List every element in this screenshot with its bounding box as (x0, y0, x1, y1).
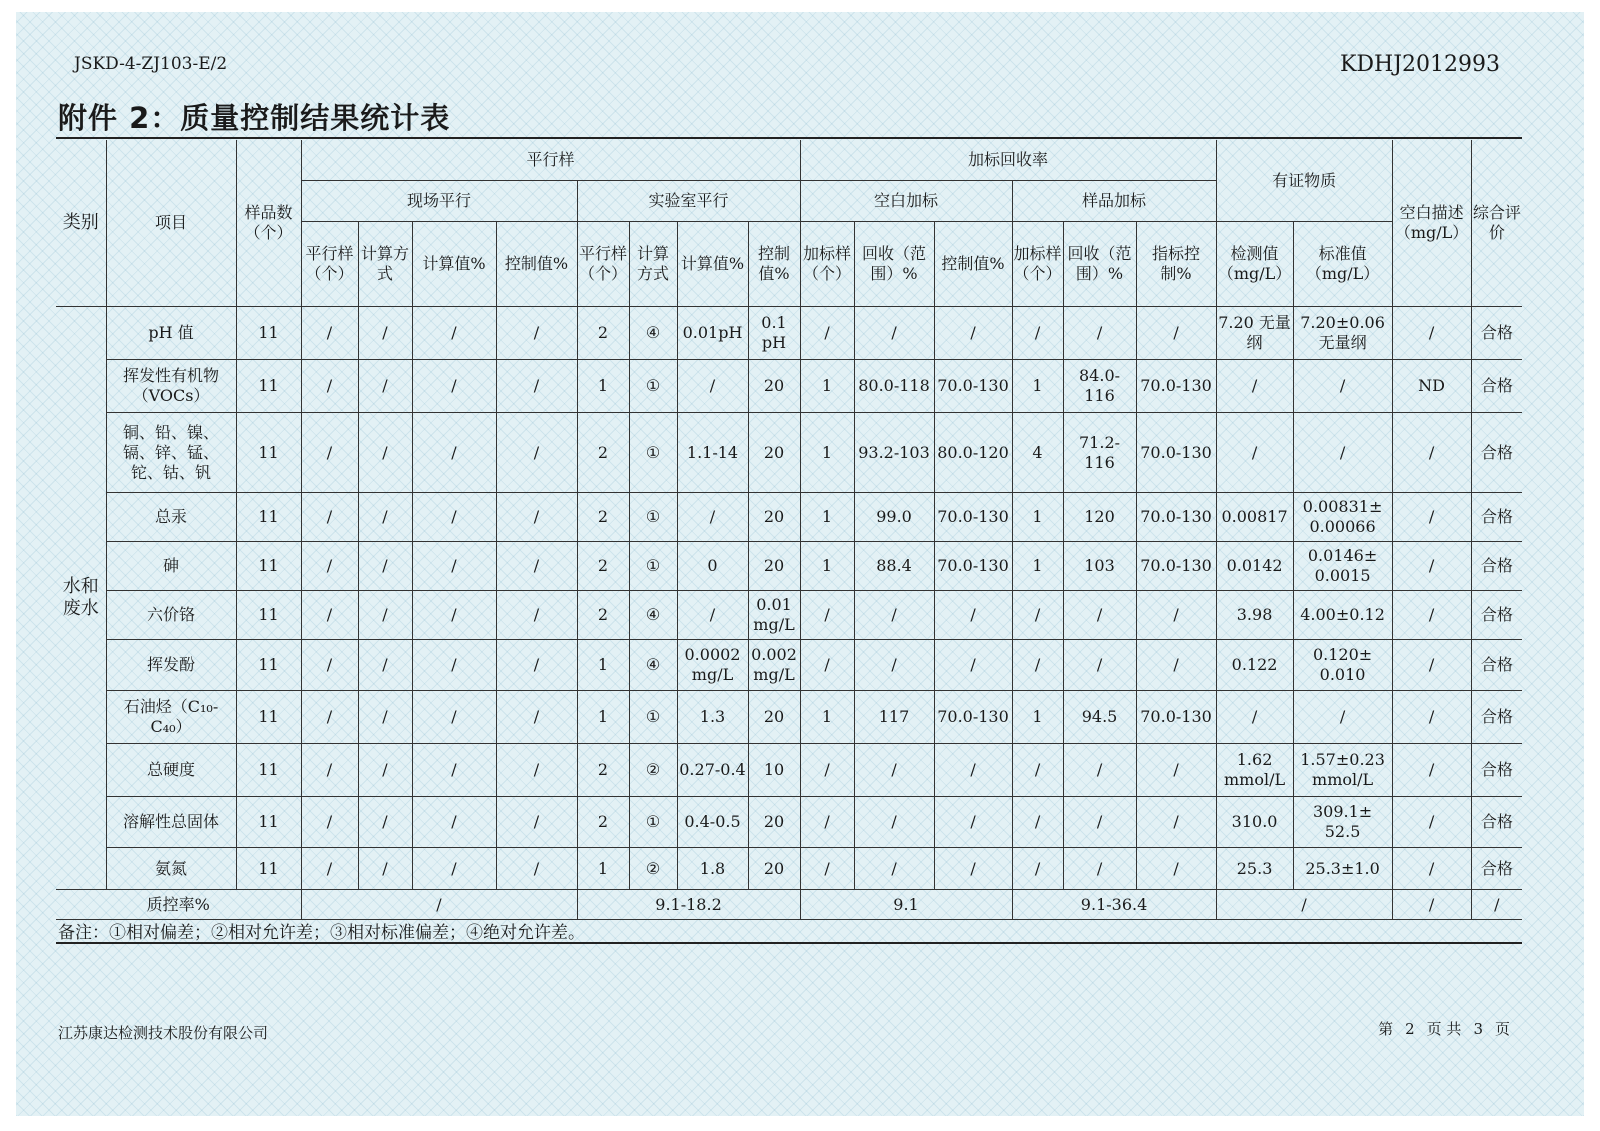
cell-bs-n: / (800, 640, 854, 691)
page-number (1372, 1018, 1516, 1039)
cell-field-n: / (301, 640, 358, 691)
cell-crm-measured: 3.98 (1216, 591, 1293, 640)
cell-field-calc: / (412, 744, 496, 797)
cell-bs-ctrl: 80.0-120 (934, 413, 1012, 493)
qc-rate-lab: 9.1-18.2 (577, 890, 800, 920)
page-mid: 页 共 (1426, 1020, 1462, 1038)
cell-bs-recovery: 80.0-118 (854, 360, 934, 413)
cell-evaluation: 合格 (1471, 542, 1522, 591)
cell-bs-ctrl: / (934, 307, 1012, 360)
cell-field-method: / (358, 797, 412, 848)
cell-blank: ND (1392, 360, 1471, 413)
qc-rate-sample-spike: 9.1-36.4 (1012, 890, 1216, 920)
cell-evaluation: 合格 (1471, 691, 1522, 744)
cell-evaluation: 合格 (1471, 413, 1522, 493)
qc-table-body (56, 307, 1522, 890)
cell-ss-n: / (1012, 307, 1063, 360)
cell-field-calc: / (412, 640, 496, 691)
cell-field-n: / (301, 413, 358, 493)
cell-bs-ctrl: / (934, 848, 1012, 890)
cell-crm-standard: 25.3±1.0 (1293, 848, 1392, 890)
cell-field-method: / (358, 691, 412, 744)
cell-bs-ctrl: / (934, 640, 1012, 691)
cell-crm-measured: 25.3 (1216, 848, 1293, 890)
cell-evaluation: 合格 (1471, 797, 1522, 848)
cell-ss-ctrl: / (1136, 797, 1216, 848)
cell-crm-measured: / (1216, 413, 1293, 493)
cell-blank: / (1392, 591, 1471, 640)
cell-crm-standard: 1.57±0.23 mmol/L (1293, 744, 1392, 797)
table-row (56, 640, 1522, 691)
table-row (56, 797, 1522, 848)
cell-blank: / (1392, 691, 1471, 744)
header-parallel-group: 平行样 (301, 140, 800, 181)
cell-count: 11 (236, 691, 301, 744)
cell-lab-ctrl: 0.1 pH (748, 307, 800, 360)
cell-lab-ctrl: 20 (748, 413, 800, 493)
cell-ss-recovery: / (1063, 744, 1136, 797)
cell-field-calc: / (412, 591, 496, 640)
cell-field-calc: / (412, 848, 496, 890)
cell-field-n: / (301, 848, 358, 890)
cell-lab-calc: 0.27-0.4 (677, 744, 748, 797)
doc-code: JSKD-4-ZJ103-E/2 (74, 54, 228, 74)
cell-count: 11 (236, 797, 301, 848)
cell-lab-method: ① (629, 413, 677, 493)
cell-field-n: / (301, 797, 358, 848)
cell-ss-ctrl: / (1136, 307, 1216, 360)
cell-field-ctrl: / (496, 797, 577, 848)
cell-bs-recovery: / (854, 797, 934, 848)
cell-blank: / (1392, 744, 1471, 797)
table-row (56, 360, 1522, 413)
cell-blank: / (1392, 307, 1471, 360)
cell-lab-calc: 1.3 (677, 691, 748, 744)
cell-bs-ctrl: / (934, 744, 1012, 797)
cell-crm-standard: / (1293, 413, 1392, 493)
header-crm-group: 有证物质 (1216, 140, 1392, 222)
cell-field-calc: / (412, 413, 496, 493)
cell-bs-n: / (800, 591, 854, 640)
cell-item: 总汞 (106, 493, 236, 542)
cell-evaluation: 合格 (1471, 848, 1522, 890)
cell-ss-ctrl: / (1136, 640, 1216, 691)
cell-lab-method: ① (629, 691, 677, 744)
cell-ss-n: 1 (1012, 691, 1063, 744)
cell-ss-recovery: 94.5 (1063, 691, 1136, 744)
header-crm-standard: 标准值（mg/L） (1293, 222, 1392, 307)
cell-field-calc: / (412, 307, 496, 360)
cell-lab-method: ① (629, 542, 677, 591)
company-name: 江苏康达检测技术股份有限公司 (58, 1024, 269, 1042)
cell-crm-measured: / (1216, 691, 1293, 744)
cell-count: 11 (236, 307, 301, 360)
cell-lab-ctrl: 20 (748, 542, 800, 591)
header-lab-calc: 计算值% (677, 222, 748, 307)
cell-ss-recovery: 84.0-116 (1063, 360, 1136, 413)
cell-ss-n: / (1012, 797, 1063, 848)
cell-ss-recovery: / (1063, 307, 1136, 360)
cell-lab-calc: / (677, 493, 748, 542)
cell-lab-ctrl: 0.01 mg/L (748, 591, 800, 640)
cell-evaluation: 合格 (1471, 307, 1522, 360)
cell-count: 11 (236, 360, 301, 413)
cell-field-n: / (301, 360, 358, 413)
cell-bs-ctrl: 70.0-130 (934, 493, 1012, 542)
cell-field-n: / (301, 493, 358, 542)
cell-bs-recovery: / (854, 848, 934, 890)
cell-lab-n: 2 (577, 744, 629, 797)
cell-field-ctrl: / (496, 640, 577, 691)
cell-field-method: / (358, 493, 412, 542)
table-row (56, 307, 1522, 360)
cell-lab-calc: / (677, 591, 748, 640)
cell-bs-n: / (800, 848, 854, 890)
header-bs-n: 加标样（个） (800, 222, 854, 307)
cell-field-method: / (358, 542, 412, 591)
header-lab-ctrl: 控制值% (748, 222, 800, 307)
cell-field-method: / (358, 848, 412, 890)
header-ss-recovery: 回收（范围）% (1063, 222, 1136, 307)
cell-crm-standard: 0.0146± 0.0015 (1293, 542, 1392, 591)
cell-field-ctrl: / (496, 360, 577, 413)
cell-blank: / (1392, 640, 1471, 691)
cell-bs-recovery: 93.2-103 (854, 413, 934, 493)
cell-item: 六价铬 (106, 591, 236, 640)
table-row (56, 413, 1522, 493)
cell-lab-calc: 1.8 (677, 848, 748, 890)
cell-evaluation: 合格 (1471, 744, 1522, 797)
cell-lab-method: ④ (629, 640, 677, 691)
cell-lab-calc: 1.1-14 (677, 413, 748, 493)
cell-bs-n: / (800, 307, 854, 360)
cell-bs-n: 1 (800, 413, 854, 493)
cell-blank: / (1392, 848, 1471, 890)
table-row (56, 744, 1522, 797)
cell-field-method: / (358, 591, 412, 640)
cell-crm-standard: 0.120± 0.010 (1293, 640, 1392, 691)
qc-table-container (56, 140, 1522, 920)
page-suffix: 页 (1494, 1020, 1510, 1038)
cell-lab-n: 2 (577, 797, 629, 848)
cell-blank: / (1392, 493, 1471, 542)
cell-bs-n: / (800, 797, 854, 848)
qc-rate-eval: / (1471, 890, 1522, 920)
cell-item: 铜、铅、镍、镉、锌、锰、铊、钴、钒 (106, 413, 236, 493)
cell-bs-n: 1 (800, 493, 854, 542)
cell-field-calc: / (412, 360, 496, 413)
cell-lab-ctrl: 20 (748, 848, 800, 890)
category-cell: 水和废水 (56, 307, 106, 890)
cell-ss-n: / (1012, 591, 1063, 640)
qc-rate-label: 质控率% (56, 890, 301, 920)
cell-blank: / (1392, 542, 1471, 591)
report-number: KDHJ2012993 (1339, 52, 1500, 77)
cell-count: 11 (236, 413, 301, 493)
cell-crm-measured: 0.00817 (1216, 493, 1293, 542)
header-ss-n: 加标样（个） (1012, 222, 1063, 307)
cell-crm-measured: 1.62 mmol/L (1216, 744, 1293, 797)
cell-ss-ctrl: / (1136, 744, 1216, 797)
cell-crm-standard: / (1293, 360, 1392, 413)
cell-count: 11 (236, 848, 301, 890)
cell-ss-n: 4 (1012, 413, 1063, 493)
cell-lab-n: 1 (577, 640, 629, 691)
cell-crm-standard: 4.00±0.12 (1293, 591, 1392, 640)
cell-lab-n: 1 (577, 691, 629, 744)
cell-bs-recovery: 117 (854, 691, 934, 744)
header-lab-n: 平行样（个） (577, 222, 629, 307)
cell-lab-n: 1 (577, 360, 629, 413)
cell-lab-method: ④ (629, 307, 677, 360)
cell-count: 11 (236, 591, 301, 640)
cell-evaluation: 合格 (1471, 591, 1522, 640)
qc-rate-blank: / (1392, 890, 1471, 920)
top-rule (56, 137, 1522, 139)
page-total: 3 (1473, 1020, 1483, 1038)
cell-field-ctrl: / (496, 542, 577, 591)
header-ss-ctrl: 指标控制% (1136, 222, 1216, 307)
cell-lab-method: ① (629, 493, 677, 542)
cell-item: 总硬度 (106, 744, 236, 797)
cell-field-ctrl: / (496, 591, 577, 640)
cell-item: 挥发性有机物（VOCs） (106, 360, 236, 413)
header-field-n: 平行样（个） (301, 222, 358, 307)
cell-ss-recovery: / (1063, 640, 1136, 691)
cell-count: 11 (236, 493, 301, 542)
cell-count: 11 (236, 542, 301, 591)
cell-ss-n: / (1012, 640, 1063, 691)
header-blank: 空白描述（mg/L） (1392, 140, 1471, 307)
cell-crm-measured: 0.122 (1216, 640, 1293, 691)
cell-lab-ctrl: 20 (748, 493, 800, 542)
cell-lab-n: 2 (577, 493, 629, 542)
cell-bs-recovery: / (854, 307, 934, 360)
cell-count: 11 (236, 640, 301, 691)
cell-crm-standard: 309.1± 52.5 (1293, 797, 1392, 848)
cell-ss-recovery: / (1063, 591, 1136, 640)
cell-lab-calc: 0 (677, 542, 748, 591)
cell-bs-recovery: / (854, 744, 934, 797)
header-sample-count: 样品数（个） (236, 140, 301, 307)
cell-field-method: / (358, 640, 412, 691)
cell-field-ctrl: / (496, 413, 577, 493)
cell-bs-ctrl: 70.0-130 (934, 691, 1012, 744)
cell-field-calc: / (412, 691, 496, 744)
cell-crm-measured: 310.0 (1216, 797, 1293, 848)
cell-lab-n: 2 (577, 307, 629, 360)
cell-count: 11 (236, 744, 301, 797)
cell-ss-n: / (1012, 848, 1063, 890)
header-item: 项目 (106, 140, 236, 307)
header-sample-spike: 样品加标 (1012, 181, 1216, 222)
cell-blank: / (1392, 797, 1471, 848)
cell-lab-method: ② (629, 744, 677, 797)
table-row (56, 591, 1522, 640)
cell-ss-recovery: / (1063, 797, 1136, 848)
cell-lab-calc: / (677, 360, 748, 413)
qc-rate-field: / (301, 890, 577, 920)
cell-ss-ctrl: / (1136, 591, 1216, 640)
cell-lab-ctrl: 10 (748, 744, 800, 797)
cell-crm-measured: 7.20 无量纲 (1216, 307, 1293, 360)
cell-item: 挥发酚 (106, 640, 236, 691)
header-lab-method: 计算方式 (629, 222, 677, 307)
cell-lab-n: 2 (577, 591, 629, 640)
cell-blank: / (1392, 413, 1471, 493)
cell-ss-n: 1 (1012, 360, 1063, 413)
cell-lab-method: ① (629, 797, 677, 848)
header-bs-ctrl: 控制值% (934, 222, 1012, 307)
cell-lab-n: 1 (577, 848, 629, 890)
cell-field-n: / (301, 691, 358, 744)
cell-field-calc: / (412, 797, 496, 848)
cell-field-method: / (358, 744, 412, 797)
cell-bs-n: 1 (800, 691, 854, 744)
cell-item: pH 值 (106, 307, 236, 360)
cell-field-method: / (358, 307, 412, 360)
cell-lab-ctrl: 20 (748, 797, 800, 848)
cell-field-method: / (358, 413, 412, 493)
cell-field-n: / (301, 307, 358, 360)
qc-rate-blank-spike: 9.1 (800, 890, 1012, 920)
cell-bs-n: 1 (800, 542, 854, 591)
cell-lab-method: ④ (629, 591, 677, 640)
cell-bs-ctrl: 70.0-130 (934, 360, 1012, 413)
cell-ss-n: 1 (1012, 542, 1063, 591)
cell-item: 石油烃（C₁₀-C₄₀） (106, 691, 236, 744)
cell-lab-ctrl: 0.002 mg/L (748, 640, 800, 691)
cell-lab-ctrl: 20 (748, 691, 800, 744)
cell-lab-n: 2 (577, 542, 629, 591)
cell-field-n: / (301, 542, 358, 591)
cell-lab-calc: 0.0002 mg/L (677, 640, 748, 691)
cell-crm-standard: 7.20±0.06 无量纲 (1293, 307, 1392, 360)
cell-ss-ctrl: 70.0-130 (1136, 691, 1216, 744)
cell-lab-calc: 0.01pH (677, 307, 748, 360)
cell-ss-n: 1 (1012, 493, 1063, 542)
cell-bs-ctrl: / (934, 591, 1012, 640)
cell-ss-recovery: 120 (1063, 493, 1136, 542)
cell-bs-n: 1 (800, 360, 854, 413)
page-current: 2 (1405, 1020, 1415, 1038)
cell-field-method: / (358, 360, 412, 413)
qc-rate-crm: / (1216, 890, 1392, 920)
cell-bs-ctrl: / (934, 797, 1012, 848)
cell-field-ctrl: / (496, 744, 577, 797)
header-field-parallel: 现场平行 (301, 181, 577, 222)
cell-evaluation: 合格 (1471, 493, 1522, 542)
header-category: 类别 (56, 140, 106, 307)
page-title: 附件 2：质量控制结果统计表 (58, 101, 451, 135)
cell-crm-standard: / (1293, 691, 1392, 744)
cell-bs-recovery: / (854, 591, 934, 640)
cell-evaluation: 合格 (1471, 360, 1522, 413)
cell-field-ctrl: / (496, 307, 577, 360)
bottom-rule (56, 942, 1522, 944)
header-field-ctrl: 控制值% (496, 222, 577, 307)
cell-ss-recovery: / (1063, 848, 1136, 890)
header-blank-spike: 空白加标 (800, 181, 1012, 222)
cell-field-ctrl: / (496, 848, 577, 890)
cell-field-ctrl: / (496, 493, 577, 542)
cell-lab-method: ② (629, 848, 677, 890)
cell-lab-calc: 0.4-0.5 (677, 797, 748, 848)
table-row (56, 691, 1522, 744)
cell-evaluation: 合格 (1471, 640, 1522, 691)
header-crm-measured: 检测值（mg/L） (1216, 222, 1293, 307)
cell-bs-recovery: 88.4 (854, 542, 934, 591)
cell-item: 溶解性总固体 (106, 797, 236, 848)
cell-crm-measured: / (1216, 360, 1293, 413)
header-field-calc: 计算值% (412, 222, 496, 307)
cell-field-n: / (301, 591, 358, 640)
table-row (56, 493, 1522, 542)
cell-ss-ctrl: 70.0-130 (1136, 542, 1216, 591)
cell-bs-n: / (800, 744, 854, 797)
cell-lab-method: ① (629, 360, 677, 413)
cell-field-n: / (301, 744, 358, 797)
table-row (56, 542, 1522, 591)
table-row (56, 848, 1522, 890)
header-evaluation: 综合评价 (1471, 140, 1522, 307)
remarks: 备注：①相对偏差；②相对允许差；③相对标准偏差；④绝对允许差。 (58, 923, 585, 943)
cell-ss-ctrl: 70.0-130 (1136, 360, 1216, 413)
cell-field-calc: / (412, 542, 496, 591)
cell-crm-standard: 0.00831± 0.00066 (1293, 493, 1392, 542)
header-bs-recovery: 回收（范围）% (854, 222, 934, 307)
header-field-method: 计算方式 (358, 222, 412, 307)
cell-item: 砷 (106, 542, 236, 591)
cell-ss-ctrl: 70.0-130 (1136, 493, 1216, 542)
header-spike-group: 加标回收率 (800, 140, 1216, 181)
page-prefix: 第 (1378, 1020, 1394, 1038)
cell-crm-measured: 0.0142 (1216, 542, 1293, 591)
cell-lab-n: 2 (577, 413, 629, 493)
cell-ss-recovery: 71.2-116 (1063, 413, 1136, 493)
cell-ss-ctrl: / (1136, 848, 1216, 890)
cell-item: 氨氮 (106, 848, 236, 890)
header-lab-parallel: 实验室平行 (577, 181, 800, 222)
cell-ss-ctrl: 70.0-130 (1136, 413, 1216, 493)
cell-ss-recovery: 103 (1063, 542, 1136, 591)
qc-table (56, 140, 1522, 920)
cell-ss-n: / (1012, 744, 1063, 797)
cell-bs-recovery: / (854, 640, 934, 691)
cell-field-calc: / (412, 493, 496, 542)
cell-lab-ctrl: 20 (748, 360, 800, 413)
cell-field-ctrl: / (496, 691, 577, 744)
cell-bs-ctrl: 70.0-130 (934, 542, 1012, 591)
cell-bs-recovery: 99.0 (854, 493, 934, 542)
